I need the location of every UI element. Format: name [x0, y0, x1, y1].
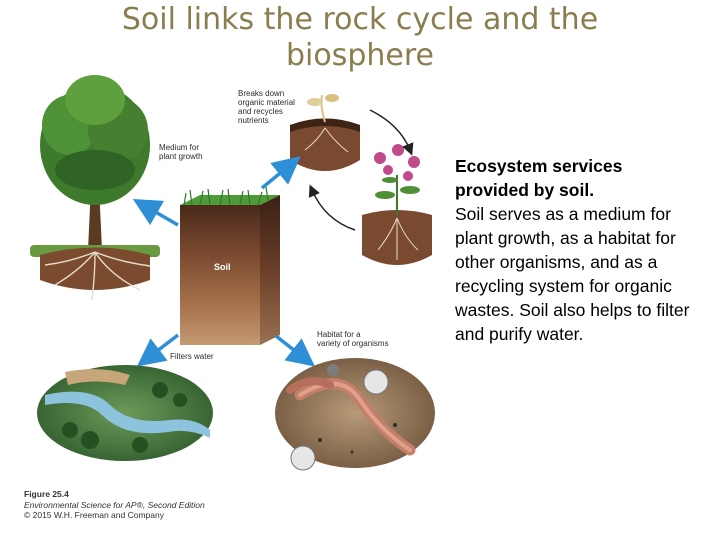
- figure-copyright: © 2015 W.H. Freeman and Company: [24, 510, 164, 520]
- arrow-to-tree: [145, 206, 178, 225]
- plant-growth-illustration: [362, 144, 432, 265]
- habitat-illustration: [275, 358, 435, 470]
- caption-heading: Ecosystem services provided by soil.: [455, 156, 623, 200]
- label-habitat-line2: variety of organisms: [317, 339, 389, 348]
- label-habitat-line1: Habitat for a: [317, 330, 361, 339]
- label-medium: [159, 143, 203, 161]
- figure-number: Figure 25.4: [24, 489, 69, 499]
- water-filter-illustration: [37, 365, 213, 461]
- label-medium-line2: plant growth: [159, 152, 203, 161]
- label-soil: Soil: [214, 262, 231, 272]
- cycle-arrow-bottom: [312, 190, 355, 230]
- arrow-to-recycle: [262, 165, 290, 188]
- figure-credit: [24, 489, 205, 521]
- label-breaks-down-line3: and recycles: [238, 107, 283, 116]
- tree-illustration: [30, 75, 160, 300]
- caption-body: Soil serves as a medium for plant growth, as a habitat for other organisms, and as a recycling system for organic wastes. Soil also helps to filter and purify water.: [455, 204, 690, 344]
- label-breaks-down: [238, 89, 295, 125]
- cycle-arrow-top: [370, 110, 410, 150]
- label-medium-line1: Medium for: [159, 143, 200, 152]
- slide-title: Soil links the rock cycle and the biosphere: [121, 2, 599, 73]
- label-breaks-down-line4: nutrients: [238, 116, 269, 125]
- label-filters-water: Filters water: [170, 352, 214, 361]
- figure-book: Environmental Science for AP®, Second Edition: [24, 499, 205, 510]
- label-breaks-down-line2: organic material: [238, 98, 295, 107]
- decomposition-illustration: [290, 94, 360, 171]
- label-habitat: [317, 330, 389, 348]
- arrow-to-habitat: [276, 336, 304, 358]
- label-breaks-down-line1: Breaks down: [238, 89, 285, 98]
- caption-text: [455, 154, 690, 346]
